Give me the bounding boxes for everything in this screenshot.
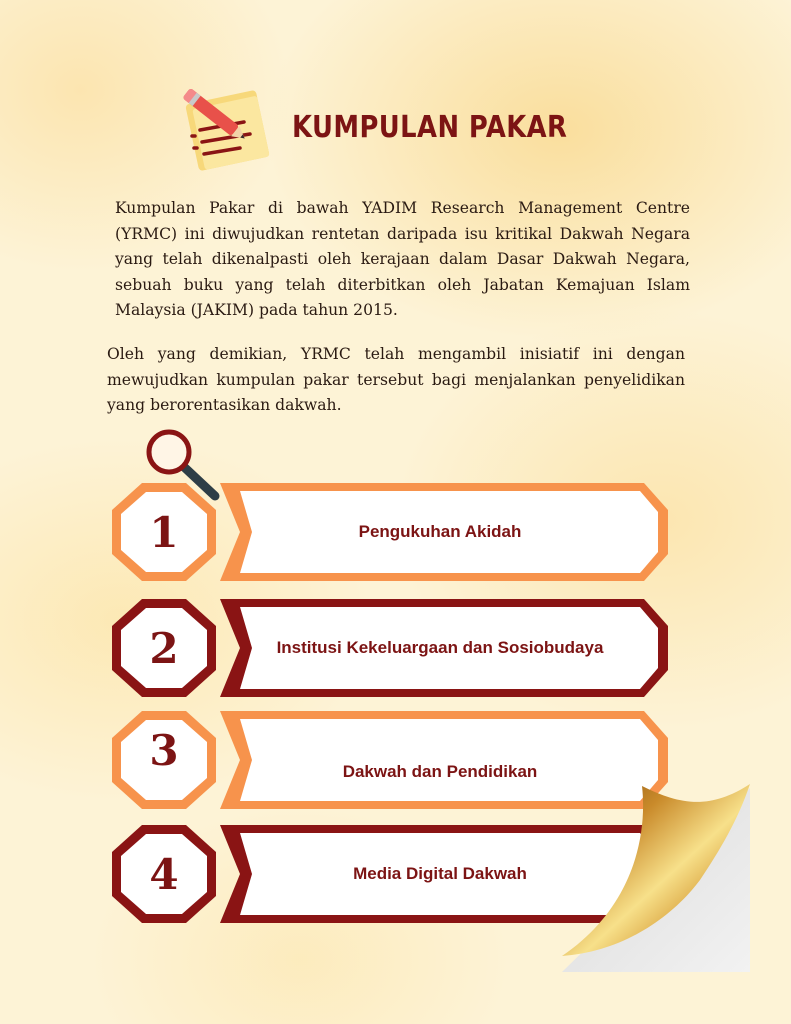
- pencil-notepad-icon: [170, 78, 280, 178]
- list-item: [112, 480, 672, 584]
- list-label: Media Digital Dakwah: [353, 864, 527, 883]
- list-item: [112, 596, 672, 700]
- list-label: Dakwah dan Pendidikan: [342, 762, 538, 781]
- list-label: Pengukuhan Akidah: [358, 522, 522, 541]
- page-curl-decoration: [560, 780, 760, 975]
- list-number: 3: [149, 725, 179, 775]
- page-title: KUMPULAN PAKAR: [292, 110, 568, 145]
- list-number: 2: [149, 623, 179, 673]
- list-label: Institusi Kekeluargaan dan Sosiobudaya: [276, 638, 604, 657]
- intro-paragraph: Kumpulan Pakar di bawah YADIM Research Management Centre (YRMC) ini diwujudkan rentetan daripada isu kritikal Dakwah Negara yang telah dikenalpasti oleh kerajaan dalam Dasar Dakwah Negara, sebuah buku yang telah diterbitkan oleh Jabatan Kemajuan Islam Malaysia (JAKIM) pada tahun 2015.: [115, 199, 690, 319]
- initiative-paragraph: Oleh yang demikian, YRMC telah mengambil inisiatif ini dengan mewujudkan kumpulan pakar tersebut bagi menjalankan penyelidikan yang berorentasikan dakwah.: [107, 345, 685, 414]
- list-number: 1: [149, 507, 179, 557]
- list-number: 4: [149, 849, 179, 899]
